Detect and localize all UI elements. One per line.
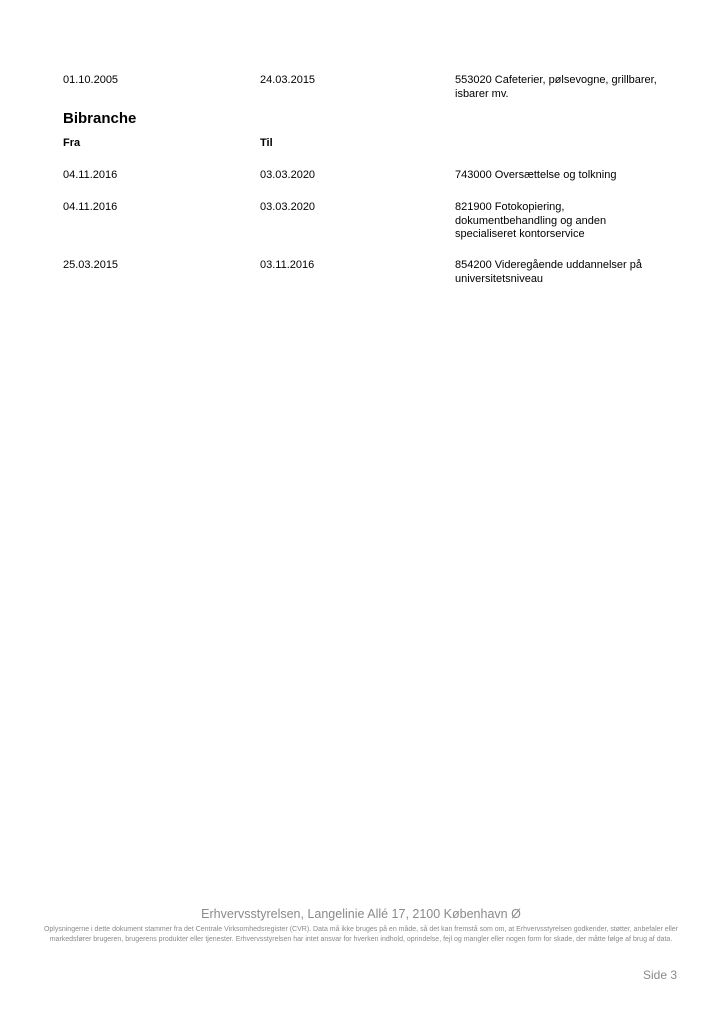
page-number: Side 3 <box>642 968 677 982</box>
industry-description: 743000 Oversættelse og tolkning <box>455 169 617 181</box>
industry-description: 821900 Fotokopiering, dokumentbehandling og anden specialiseret kontorservice <box>455 201 607 240</box>
date-from: 25.03.2015 <box>63 259 119 271</box>
date-from: 04.11.2016 <box>63 201 118 213</box>
date-to: 03.03.2020 <box>260 201 316 213</box>
date-to: 03.03.2020 <box>260 169 316 181</box>
footer-organization: Erhvervsstyrelsen, Langelinie Allé 17, 2100 København Ø <box>201 907 521 921</box>
date-to: 03.11.2016 <box>260 259 315 271</box>
date-to: 24.03.2015 <box>260 74 316 86</box>
industry-description: 553020 Cafeterier, pølsevogne, grillbarer, isbarer mv. <box>455 74 657 100</box>
date-from: 04.11.2016 <box>63 169 118 181</box>
header-from: Fra <box>63 137 81 149</box>
industry-description: 854200 Videregående uddannelser på universitetsniveau <box>455 259 642 285</box>
date-from: 01.10.2005 <box>63 74 119 86</box>
footer-disclaimer: Oplysningerne i dette dokument stammer fra det Centrale Virksomhedsregister (CVR). Data må ikke bruges på en måde, så det kan fremstå som om, at Erhvervsstyrelsen godkender, støtter, anbefaler eller markedsfører brugeren, brugerens produkter eller tjenester. Erhvervsstyrelsen har intet ansvar for hverken indhold, oprindelse, fejl og mangler eller nogen form for skade, der måtte følge af brug af data. <box>43 926 679 943</box>
section-title-bibranche: Bibranche <box>63 110 137 127</box>
header-to: Til <box>260 137 273 149</box>
